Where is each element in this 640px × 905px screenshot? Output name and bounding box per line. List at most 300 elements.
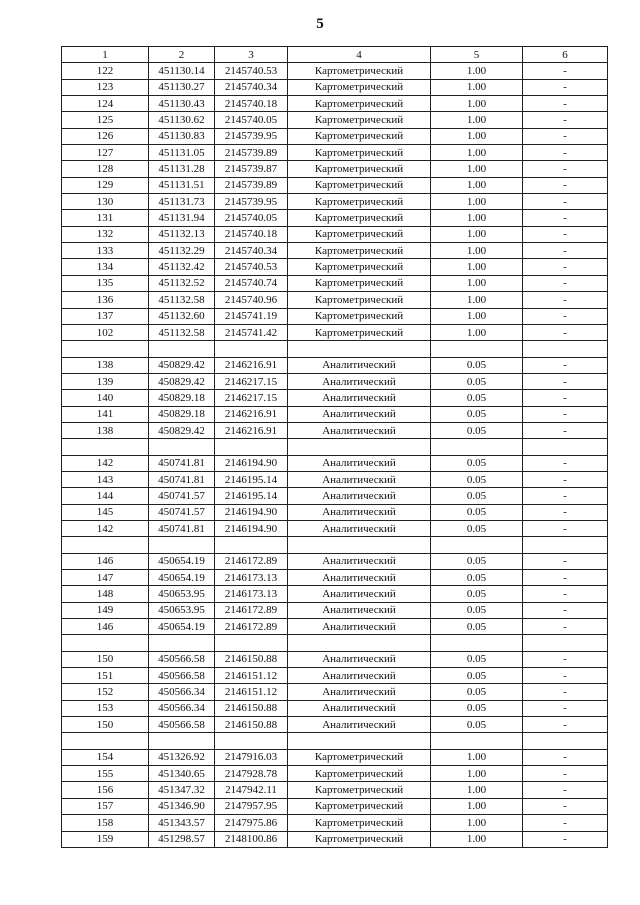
table-row [62,177,608,193]
point-number-cell: 146 [62,619,149,635]
y-coordinate-cell: 2145739.95 [215,128,288,144]
accuracy-cell: 1.00 [431,815,523,831]
x-coordinate-cell: 450829.42 [149,357,215,373]
point-number-cell: 158 [62,815,149,831]
table-row [62,373,608,389]
note-cell: - [523,210,608,226]
point-number-cell: 156 [62,782,149,798]
x-coordinate-cell: 451326.92 [149,749,215,765]
table-row [62,537,608,553]
table-row [62,782,608,798]
accuracy-cell: 1.00 [431,63,523,79]
note-cell [523,537,608,553]
table-row [62,700,608,716]
point-number-cell: 129 [62,177,149,193]
accuracy-cell: 0.05 [431,520,523,536]
table-row [62,226,608,242]
method-cell: Аналитический [288,553,431,569]
accuracy-cell: 0.05 [431,504,523,520]
method-cell: Картометрический [288,831,431,847]
table-row [62,520,608,536]
point-number-cell: 132 [62,226,149,242]
method-cell: Картометрический [288,815,431,831]
note-cell: - [523,782,608,798]
table-row [62,717,608,733]
method-cell: Картометрический [288,128,431,144]
y-coordinate-cell [215,341,288,357]
point-number-cell: 130 [62,194,149,210]
note-cell: - [523,422,608,438]
x-coordinate-cell: 450654.19 [149,619,215,635]
table-row [62,357,608,373]
table-row [62,161,608,177]
point-number-cell: 142 [62,455,149,471]
point-number-cell: 152 [62,684,149,700]
y-coordinate-cell: 2146195.14 [215,471,288,487]
accuracy-cell [431,341,523,357]
y-coordinate-cell: 2146150.88 [215,717,288,733]
point-number-cell: 150 [62,717,149,733]
x-coordinate-cell: 451298.57 [149,831,215,847]
accuracy-cell: 0.05 [431,684,523,700]
table-row [62,112,608,128]
x-coordinate-cell: 451132.13 [149,226,215,242]
point-number-cell: 146 [62,553,149,569]
x-coordinate-cell: 451132.42 [149,259,215,275]
point-number-cell: 137 [62,308,149,324]
method-cell: Картометрический [288,275,431,291]
method-cell: Аналитический [288,373,431,389]
point-number-cell: 151 [62,668,149,684]
table-row [62,96,608,112]
accuracy-cell: 1.00 [431,194,523,210]
method-cell: Аналитический [288,357,431,373]
note-cell: - [523,684,608,700]
x-coordinate-cell: 450566.58 [149,717,215,733]
note-cell: - [523,194,608,210]
y-coordinate-cell: 2145741.19 [215,308,288,324]
method-cell: Аналитический [288,586,431,602]
table-row [62,766,608,782]
method-cell: Картометрический [288,798,431,814]
table-row [62,504,608,520]
y-coordinate-cell: 2145740.53 [215,259,288,275]
method-cell: Картометрический [288,292,431,308]
y-coordinate-cell: 2146194.90 [215,520,288,536]
x-coordinate-cell: 450566.58 [149,668,215,684]
x-coordinate-cell: 450741.57 [149,488,215,504]
method-cell: Картометрический [288,308,431,324]
x-coordinate-cell: 450829.18 [149,390,215,406]
method-cell: Аналитический [288,717,431,733]
x-coordinate-cell: 451130.83 [149,128,215,144]
note-cell: - [523,357,608,373]
method-cell: Аналитический [288,471,431,487]
note-cell: - [523,112,608,128]
note-cell: - [523,292,608,308]
method-cell [288,537,431,553]
accuracy-cell: 0.05 [431,668,523,684]
table-body [62,47,608,848]
note-cell: - [523,243,608,259]
point-number-cell: 149 [62,602,149,618]
accuracy-cell: 0.05 [431,586,523,602]
y-coordinate-cell: 2146173.13 [215,586,288,602]
table-row [62,308,608,324]
y-coordinate-cell [215,635,288,651]
method-cell: Аналитический [288,684,431,700]
y-coordinate-cell: 2146173.13 [215,570,288,586]
method-cell [288,439,431,455]
y-coordinate-cell: 2145740.74 [215,275,288,291]
accuracy-cell: 0.05 [431,651,523,667]
table-row [62,815,608,831]
y-coordinate-cell: 2147957.95 [215,798,288,814]
x-coordinate-cell: 451132.58 [149,292,215,308]
method-cell: Картометрический [288,145,431,161]
x-coordinate-cell: 450654.19 [149,570,215,586]
method-cell: Картометрический [288,161,431,177]
note-cell: - [523,145,608,161]
y-coordinate-cell: 2148100.86 [215,831,288,847]
x-coordinate-cell: 451130.14 [149,63,215,79]
y-coordinate-cell: 2145739.89 [215,177,288,193]
x-coordinate-cell: 451130.43 [149,96,215,112]
page-number: 5 [316,16,324,32]
table-header-row [62,47,608,63]
x-coordinate-cell [149,537,215,553]
table-row [62,651,608,667]
header-cell-5: 5 [431,47,523,63]
y-coordinate-cell: 2146216.91 [215,406,288,422]
y-coordinate-cell: 2147942.11 [215,782,288,798]
x-coordinate-cell: 451131.05 [149,145,215,161]
table-row [62,668,608,684]
accuracy-cell: 1.00 [431,782,523,798]
note-cell [523,341,608,357]
method-cell: Картометрический [288,243,431,259]
point-number-cell: 145 [62,504,149,520]
note-cell: - [523,96,608,112]
point-number-cell [62,439,149,455]
x-coordinate-cell: 450741.81 [149,455,215,471]
accuracy-cell: 1.00 [431,275,523,291]
note-cell: - [523,406,608,422]
note-cell: - [523,749,608,765]
x-coordinate-cell: 450566.34 [149,684,215,700]
method-cell: Картометрический [288,112,431,128]
header-cell-2: 2 [149,47,215,63]
method-cell: Аналитический [288,422,431,438]
note-cell: - [523,161,608,177]
accuracy-cell: 1.00 [431,292,523,308]
accuracy-cell: 0.05 [431,357,523,373]
method-cell: Картометрический [288,782,431,798]
x-coordinate-cell: 451132.52 [149,275,215,291]
note-cell: - [523,455,608,471]
accuracy-cell: 0.05 [431,455,523,471]
accuracy-cell: 0.05 [431,717,523,733]
accuracy-cell: 0.05 [431,602,523,618]
y-coordinate-cell: 2145740.34 [215,243,288,259]
accuracy-cell: 1.00 [431,177,523,193]
note-cell: - [523,798,608,814]
accuracy-cell [431,635,523,651]
x-coordinate-cell: 451346.90 [149,798,215,814]
y-coordinate-cell: 2145740.96 [215,292,288,308]
note-cell: - [523,815,608,831]
y-coordinate-cell: 2145739.89 [215,145,288,161]
note-cell: - [523,390,608,406]
y-coordinate-cell: 2147975.86 [215,815,288,831]
y-coordinate-cell: 2145740.34 [215,79,288,95]
table-row [62,602,608,618]
accuracy-cell: 0.05 [431,619,523,635]
y-coordinate-cell: 2145740.53 [215,63,288,79]
table-row [62,570,608,586]
note-cell: - [523,586,608,602]
note-cell: - [523,79,608,95]
note-cell: - [523,766,608,782]
note-cell: - [523,831,608,847]
note-cell: - [523,520,608,536]
accuracy-cell: 0.05 [431,570,523,586]
method-cell: Картометрический [288,749,431,765]
point-number-cell: 153 [62,700,149,716]
y-coordinate-cell [215,733,288,749]
x-coordinate-cell: 450654.19 [149,553,215,569]
method-cell: Аналитический [288,651,431,667]
table-row [62,145,608,161]
x-coordinate-cell: 451347.32 [149,782,215,798]
accuracy-cell: 0.05 [431,373,523,389]
x-coordinate-cell [149,733,215,749]
method-cell: Аналитический [288,488,431,504]
y-coordinate-cell: 2146217.15 [215,390,288,406]
note-cell [523,635,608,651]
table-row [62,553,608,569]
point-number-cell: 144 [62,488,149,504]
point-number-cell: 140 [62,390,149,406]
point-number-cell: 157 [62,798,149,814]
x-coordinate-cell: 450741.81 [149,520,215,536]
note-cell: - [523,259,608,275]
table-row [62,406,608,422]
accuracy-cell: 1.00 [431,161,523,177]
point-number-cell: 154 [62,749,149,765]
point-number-cell: 138 [62,357,149,373]
y-coordinate-cell: 2146195.14 [215,488,288,504]
method-cell: Аналитический [288,619,431,635]
method-cell: Картометрический [288,96,431,112]
method-cell: Картометрический [288,324,431,340]
method-cell: Аналитический [288,700,431,716]
x-coordinate-cell [149,635,215,651]
y-coordinate-cell: 2146194.90 [215,504,288,520]
x-coordinate-cell: 451131.73 [149,194,215,210]
table-row [62,733,608,749]
x-coordinate-cell: 451340.65 [149,766,215,782]
point-number-cell: 133 [62,243,149,259]
note-cell: - [523,373,608,389]
x-coordinate-cell: 451132.58 [149,324,215,340]
point-number-cell: 102 [62,324,149,340]
table-row [62,275,608,291]
note-cell: - [523,602,608,618]
method-cell: Картометрический [288,63,431,79]
point-number-cell: 142 [62,520,149,536]
accuracy-cell: 1.00 [431,112,523,128]
note-cell: - [523,651,608,667]
note-cell: - [523,308,608,324]
method-cell: Картометрический [288,766,431,782]
note-cell: - [523,668,608,684]
y-coordinate-cell: 2147928.78 [215,766,288,782]
x-coordinate-cell: 451131.28 [149,161,215,177]
point-number-cell [62,635,149,651]
method-cell: Аналитический [288,602,431,618]
accuracy-cell: 0.05 [431,422,523,438]
y-coordinate-cell: 2146151.12 [215,668,288,684]
header-cell-4: 4 [288,47,431,63]
method-cell [288,341,431,357]
accuracy-cell: 1.00 [431,128,523,144]
x-coordinate-cell: 450653.95 [149,602,215,618]
x-coordinate-cell [149,341,215,357]
table-row [62,586,608,602]
x-coordinate-cell: 450566.34 [149,700,215,716]
accuracy-cell: 1.00 [431,96,523,112]
method-cell: Аналитический [288,570,431,586]
table-row [62,684,608,700]
accuracy-cell: 0.05 [431,471,523,487]
y-coordinate-cell: 2146150.88 [215,700,288,716]
y-coordinate-cell: 2146172.89 [215,602,288,618]
accuracy-cell: 1.00 [431,79,523,95]
y-coordinate-cell [215,439,288,455]
y-coordinate-cell [215,537,288,553]
method-cell: Аналитический [288,455,431,471]
table-row [62,341,608,357]
x-coordinate-cell: 450829.42 [149,373,215,389]
method-cell: Картометрический [288,210,431,226]
table-row [62,488,608,504]
method-cell [288,733,431,749]
accuracy-cell: 1.00 [431,324,523,340]
method-cell: Аналитический [288,504,431,520]
table-row [62,292,608,308]
method-cell: Картометрический [288,226,431,242]
point-number-cell: 138 [62,422,149,438]
accuracy-cell: 0.05 [431,553,523,569]
point-number-cell: 125 [62,112,149,128]
x-coordinate-cell: 450566.58 [149,651,215,667]
accuracy-cell [431,733,523,749]
point-number-cell: 134 [62,259,149,275]
method-cell: Аналитический [288,406,431,422]
table-row [62,79,608,95]
method-cell: Аналитический [288,520,431,536]
point-number-cell: 123 [62,79,149,95]
x-coordinate-cell: 451131.51 [149,177,215,193]
y-coordinate-cell: 2146194.90 [215,455,288,471]
table-row [62,324,608,340]
table-row [62,210,608,226]
x-coordinate-cell: 450829.18 [149,406,215,422]
table-row [62,749,608,765]
accuracy-cell: 0.05 [431,406,523,422]
x-coordinate-cell: 450741.57 [149,504,215,520]
table-row [62,390,608,406]
x-coordinate-cell: 451130.62 [149,112,215,128]
x-coordinate-cell: 451131.94 [149,210,215,226]
table-row [62,471,608,487]
table-row [62,455,608,471]
x-coordinate-cell: 450741.81 [149,471,215,487]
accuracy-cell: 1.00 [431,749,523,765]
accuracy-cell [431,537,523,553]
note-cell [523,733,608,749]
y-coordinate-cell: 2146217.15 [215,373,288,389]
method-cell [288,635,431,651]
coordinates-table [61,46,608,848]
x-coordinate-cell: 450829.42 [149,422,215,438]
y-coordinate-cell: 2146172.89 [215,553,288,569]
accuracy-cell [431,439,523,455]
point-number-cell: 141 [62,406,149,422]
x-coordinate-cell: 451132.29 [149,243,215,259]
note-cell: - [523,63,608,79]
point-number-cell: 159 [62,831,149,847]
y-coordinate-cell: 2145739.95 [215,194,288,210]
header-cell-6: 6 [523,47,608,63]
accuracy-cell: 1.00 [431,226,523,242]
note-cell: - [523,619,608,635]
point-number-cell: 128 [62,161,149,177]
table-row [62,63,608,79]
table-row [62,194,608,210]
table-row [62,259,608,275]
point-number-cell: 131 [62,210,149,226]
method-cell: Аналитический [288,668,431,684]
accuracy-cell: 1.00 [431,210,523,226]
table-row [62,243,608,259]
method-cell: Картометрический [288,177,431,193]
point-number-cell [62,537,149,553]
y-coordinate-cell: 2145739.87 [215,161,288,177]
note-cell: - [523,128,608,144]
accuracy-cell: 1.00 [431,798,523,814]
table-row [62,439,608,455]
accuracy-cell: 0.05 [431,700,523,716]
note-cell: - [523,570,608,586]
y-coordinate-cell: 2145740.18 [215,226,288,242]
point-number-cell: 143 [62,471,149,487]
x-coordinate-cell [149,439,215,455]
point-number-cell [62,341,149,357]
accuracy-cell: 1.00 [431,259,523,275]
note-cell [523,439,608,455]
y-coordinate-cell: 2145740.05 [215,112,288,128]
x-coordinate-cell: 451130.27 [149,79,215,95]
accuracy-cell: 0.05 [431,488,523,504]
point-number-cell: 124 [62,96,149,112]
note-cell: - [523,324,608,340]
accuracy-cell: 1.00 [431,243,523,259]
x-coordinate-cell: 451132.60 [149,308,215,324]
table-row [62,422,608,438]
note-cell: - [523,275,608,291]
